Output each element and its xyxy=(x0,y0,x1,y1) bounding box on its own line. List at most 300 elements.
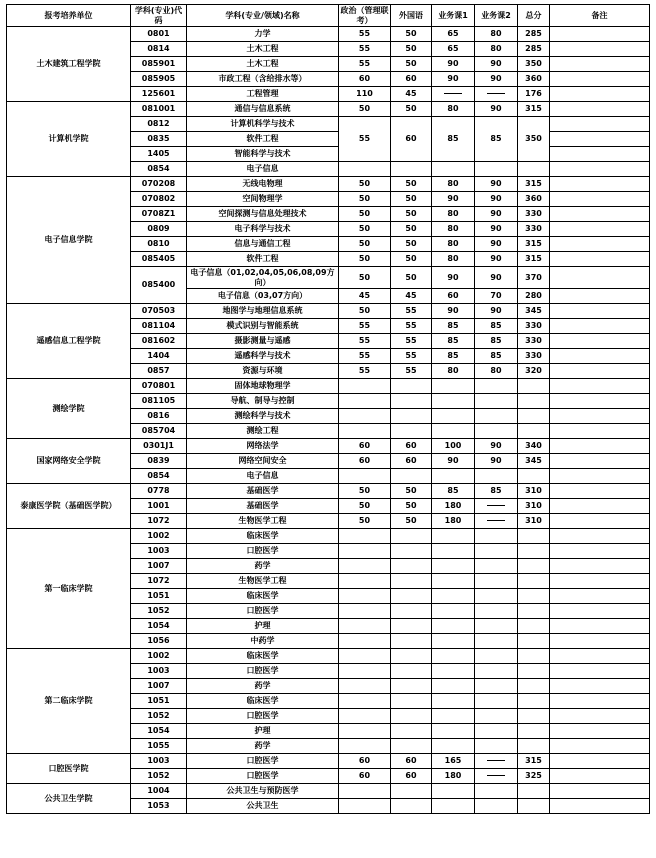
politics-score: 55 xyxy=(339,349,391,364)
politics-score: 110 xyxy=(339,87,391,102)
total-score xyxy=(518,409,550,424)
not-applicable-dash xyxy=(487,93,505,94)
course-1-score xyxy=(432,634,475,649)
course-1-score: 80 xyxy=(432,177,475,192)
foreign-language-score: 45 xyxy=(391,87,432,102)
course-2-score: 90 xyxy=(475,237,518,252)
subject-name: 口腔医学 xyxy=(187,709,339,724)
foreign-language-score xyxy=(391,694,432,709)
foreign-language-score xyxy=(391,799,432,814)
course-2-score: 90 xyxy=(475,439,518,454)
course-2-score xyxy=(475,769,518,784)
course-2-score: 80 xyxy=(475,42,518,57)
subject-name: 基础医学 xyxy=(187,499,339,514)
unit-name: 遥感信息工程学院 xyxy=(7,304,131,379)
subject-code: 1055 xyxy=(131,739,187,754)
foreign-language-score xyxy=(391,574,432,589)
remarks-cell xyxy=(550,222,650,237)
course-2-score: 90 xyxy=(475,72,518,87)
course-2-score: 90 xyxy=(475,57,518,72)
subject-code: 1072 xyxy=(131,514,187,529)
not-applicable-dash xyxy=(444,93,462,94)
foreign-language-score: 50 xyxy=(391,514,432,529)
remarks-cell xyxy=(550,334,650,349)
foreign-language-score: 55 xyxy=(391,304,432,319)
remarks-cell xyxy=(550,379,650,394)
total-score xyxy=(518,724,550,739)
total-score: 285 xyxy=(518,27,550,42)
subject-name: 临床医学 xyxy=(187,649,339,664)
remarks-cell xyxy=(550,604,650,619)
course-2-score xyxy=(475,739,518,754)
subject-code: 1404 xyxy=(131,349,187,364)
course-1-score: 90 xyxy=(432,192,475,207)
politics-score xyxy=(339,379,391,394)
politics-score xyxy=(339,679,391,694)
politics-score: 50 xyxy=(339,222,391,237)
course-1-score: 80 xyxy=(432,237,475,252)
subject-code: 085400 xyxy=(131,267,187,304)
subject-name: 软件工程 xyxy=(187,252,339,267)
foreign-language-score: 55 xyxy=(391,319,432,334)
course-1-score: 85 xyxy=(432,117,475,162)
course-2-score: 90 xyxy=(475,252,518,267)
subject-code: 0708Z1 xyxy=(131,207,187,222)
remarks-cell xyxy=(550,267,650,289)
remarks-cell xyxy=(550,72,650,87)
foreign-language-score xyxy=(391,739,432,754)
table-row xyxy=(7,784,650,799)
total-score xyxy=(518,589,550,604)
subject-code: 0854 xyxy=(131,162,187,177)
subject-code: 1003 xyxy=(131,664,187,679)
header-course-1: 业务课1 xyxy=(432,5,475,27)
total-score xyxy=(518,424,550,439)
politics-score: 50 xyxy=(339,499,391,514)
remarks-cell xyxy=(550,619,650,634)
table-row xyxy=(7,102,650,117)
course-2-score xyxy=(475,619,518,634)
total-score xyxy=(518,619,550,634)
politics-score xyxy=(339,469,391,484)
total-score xyxy=(518,679,550,694)
course-1-score: 90 xyxy=(432,304,475,319)
subject-code: 081105 xyxy=(131,394,187,409)
foreign-language-score xyxy=(391,529,432,544)
subject-code: 085405 xyxy=(131,252,187,267)
course-2-score: 80 xyxy=(475,364,518,379)
subject-name: 护理 xyxy=(187,619,339,634)
course-2-score xyxy=(475,544,518,559)
not-applicable-dash xyxy=(487,505,505,506)
remarks-cell xyxy=(550,42,650,57)
subject-name: 药学 xyxy=(187,559,339,574)
course-2-score xyxy=(475,664,518,679)
subject-name: 空间物理学 xyxy=(187,192,339,207)
foreign-language-score xyxy=(391,379,432,394)
course-2-score xyxy=(475,409,518,424)
course-2-score: 70 xyxy=(475,289,518,304)
subject-name: 固体地球物理学 xyxy=(187,379,339,394)
total-score: 325 xyxy=(518,769,550,784)
subject-code: 1003 xyxy=(131,544,187,559)
course-2-score xyxy=(475,679,518,694)
subject-code: 0814 xyxy=(131,42,187,57)
header-course-2: 业务课2 xyxy=(475,5,518,27)
foreign-language-score: 50 xyxy=(391,42,432,57)
course-1-score: 85 xyxy=(432,334,475,349)
foreign-language-score: 50 xyxy=(391,192,432,207)
foreign-language-score xyxy=(391,604,432,619)
remarks-cell xyxy=(550,724,650,739)
foreign-language-score: 60 xyxy=(391,117,432,162)
subject-code: 0810 xyxy=(131,237,187,252)
total-score: 330 xyxy=(518,349,550,364)
politics-score xyxy=(339,619,391,634)
subject-name: 通信与信息系统 xyxy=(187,102,339,117)
course-1-score: 80 xyxy=(432,222,475,237)
course-2-score xyxy=(475,799,518,814)
foreign-language-score: 50 xyxy=(391,222,432,237)
subject-code: 125601 xyxy=(131,87,187,102)
foreign-language-score xyxy=(391,409,432,424)
remarks-cell xyxy=(550,162,650,177)
politics-score xyxy=(339,574,391,589)
politics-score xyxy=(339,529,391,544)
subject-code: 0809 xyxy=(131,222,187,237)
subject-code: 1052 xyxy=(131,709,187,724)
subject-code: 1002 xyxy=(131,529,187,544)
total-score: 310 xyxy=(518,499,550,514)
total-score: 315 xyxy=(518,177,550,192)
total-score xyxy=(518,799,550,814)
subject-code: 1052 xyxy=(131,604,187,619)
total-score xyxy=(518,664,550,679)
table-row xyxy=(7,649,650,664)
course-2-score: 90 xyxy=(475,304,518,319)
course-2-score xyxy=(475,694,518,709)
course-1-score xyxy=(432,799,475,814)
politics-score xyxy=(339,739,391,754)
course-2-score xyxy=(475,514,518,529)
subject-code: 1072 xyxy=(131,574,187,589)
subject-code: 081104 xyxy=(131,319,187,334)
total-score: 360 xyxy=(518,72,550,87)
foreign-language-score: 50 xyxy=(391,237,432,252)
course-1-score: 65 xyxy=(432,42,475,57)
total-score xyxy=(518,649,550,664)
politics-score: 50 xyxy=(339,252,391,267)
subject-code: 081001 xyxy=(131,102,187,117)
total-score xyxy=(518,162,550,177)
remarks-cell xyxy=(550,207,650,222)
remarks-cell xyxy=(550,799,650,814)
course-1-score: 80 xyxy=(432,252,475,267)
course-1-score xyxy=(432,162,475,177)
politics-score: 55 xyxy=(339,334,391,349)
remarks-cell xyxy=(550,529,650,544)
not-applicable-dash xyxy=(487,520,505,521)
subject-name: 口腔医学 xyxy=(187,664,339,679)
foreign-language-score xyxy=(391,724,432,739)
remarks-cell xyxy=(550,469,650,484)
foreign-language-score xyxy=(391,649,432,664)
course-2-score xyxy=(475,424,518,439)
subject-name: 测绘科学与技术 xyxy=(187,409,339,424)
politics-score xyxy=(339,724,391,739)
course-1-score: 80 xyxy=(432,102,475,117)
subject-name: 市政工程（含给排水等） xyxy=(187,72,339,87)
foreign-language-score: 50 xyxy=(391,267,432,289)
course-2-score: 85 xyxy=(475,117,518,162)
total-score: 315 xyxy=(518,237,550,252)
remarks-cell xyxy=(550,589,650,604)
subject-code: 0835 xyxy=(131,132,187,147)
course-1-score: 85 xyxy=(432,349,475,364)
foreign-language-score: 60 xyxy=(391,439,432,454)
admission-score-table xyxy=(6,4,650,814)
course-1-score xyxy=(432,724,475,739)
foreign-language-score xyxy=(391,162,432,177)
course-1-score xyxy=(432,424,475,439)
subject-name: 护理 xyxy=(187,724,339,739)
subject-name: 力学 xyxy=(187,27,339,42)
table-row xyxy=(7,379,650,394)
foreign-language-score: 50 xyxy=(391,484,432,499)
course-2-score xyxy=(475,574,518,589)
header-subject: 学科(专业/领域)名称 xyxy=(187,5,339,27)
foreign-language-score xyxy=(391,679,432,694)
table-row xyxy=(7,754,650,769)
subject-code: 1002 xyxy=(131,649,187,664)
course-2-score xyxy=(475,754,518,769)
remarks-cell xyxy=(550,192,650,207)
politics-score xyxy=(339,604,391,619)
foreign-language-score: 45 xyxy=(391,289,432,304)
total-score: 330 xyxy=(518,319,550,334)
table-body xyxy=(7,27,650,814)
subject-code: 1056 xyxy=(131,634,187,649)
remarks-cell xyxy=(550,634,650,649)
total-score xyxy=(518,634,550,649)
course-2-score: 80 xyxy=(475,27,518,42)
politics-score xyxy=(339,559,391,574)
subject-code: 1051 xyxy=(131,589,187,604)
politics-score: 60 xyxy=(339,454,391,469)
course-2-score xyxy=(475,589,518,604)
subject-name: 临床医学 xyxy=(187,694,339,709)
total-score: 320 xyxy=(518,364,550,379)
remarks-cell xyxy=(550,117,650,132)
foreign-language-score: 60 xyxy=(391,454,432,469)
politics-score: 55 xyxy=(339,57,391,72)
politics-score: 60 xyxy=(339,769,391,784)
politics-score xyxy=(339,394,391,409)
course-1-score: 80 xyxy=(432,364,475,379)
remarks-cell xyxy=(550,454,650,469)
subject-code: 1052 xyxy=(131,769,187,784)
course-1-score: 180 xyxy=(432,499,475,514)
foreign-language-score: 50 xyxy=(391,177,432,192)
course-2-score xyxy=(475,379,518,394)
course-2-score xyxy=(475,394,518,409)
total-score: 285 xyxy=(518,42,550,57)
course-1-score xyxy=(432,529,475,544)
total-score: 310 xyxy=(518,514,550,529)
remarks-cell xyxy=(550,574,650,589)
subject-code: 070503 xyxy=(131,304,187,319)
course-2-score xyxy=(475,649,518,664)
total-score: 360 xyxy=(518,192,550,207)
subject-name: 模式识别与智能系统 xyxy=(187,319,339,334)
course-2-score: 90 xyxy=(475,102,518,117)
politics-score xyxy=(339,664,391,679)
subject-name: 药学 xyxy=(187,679,339,694)
total-score: 176 xyxy=(518,87,550,102)
subject-code: 1007 xyxy=(131,559,187,574)
politics-score: 55 xyxy=(339,319,391,334)
subject-name: 地图学与地理信息系统 xyxy=(187,304,339,319)
total-score xyxy=(518,709,550,724)
total-score: 330 xyxy=(518,207,550,222)
politics-score: 60 xyxy=(339,439,391,454)
course-1-score: 90 xyxy=(432,57,475,72)
subject-name: 生物医学工程 xyxy=(187,574,339,589)
remarks-cell xyxy=(550,252,650,267)
remarks-cell xyxy=(550,784,650,799)
subject-name: 电子信息（01,02,04,05,06,08,09方向） xyxy=(187,267,339,289)
foreign-language-score xyxy=(391,619,432,634)
politics-score: 50 xyxy=(339,102,391,117)
subject-code: 1001 xyxy=(131,499,187,514)
remarks-cell xyxy=(550,664,650,679)
politics-score: 55 xyxy=(339,27,391,42)
unit-name: 电子信息学院 xyxy=(7,177,131,304)
total-score xyxy=(518,544,550,559)
subject-name: 口腔医学 xyxy=(187,754,339,769)
politics-score: 50 xyxy=(339,207,391,222)
total-score xyxy=(518,469,550,484)
course-1-score xyxy=(432,649,475,664)
course-1-score xyxy=(432,394,475,409)
subject-name: 空间探测与信息处理技术 xyxy=(187,207,339,222)
remarks-cell xyxy=(550,364,650,379)
subject-name: 土木工程 xyxy=(187,42,339,57)
foreign-language-score: 55 xyxy=(391,364,432,379)
foreign-language-score xyxy=(391,544,432,559)
header-unit: 报考培养单位 xyxy=(7,5,131,27)
subject-name: 摄影测量与遥感 xyxy=(187,334,339,349)
foreign-language-score: 60 xyxy=(391,72,432,87)
remarks-cell xyxy=(550,769,650,784)
foreign-language-score: 50 xyxy=(391,102,432,117)
subject-name: 工程管理 xyxy=(187,87,339,102)
subject-name: 无线电物理 xyxy=(187,177,339,192)
course-1-score: 180 xyxy=(432,514,475,529)
total-score xyxy=(518,394,550,409)
remarks-cell xyxy=(550,87,650,102)
course-2-score xyxy=(475,559,518,574)
subject-name: 公共卫生 xyxy=(187,799,339,814)
total-score: 330 xyxy=(518,334,550,349)
subject-code: 070208 xyxy=(131,177,187,192)
foreign-language-score: 55 xyxy=(391,349,432,364)
subject-code: 0854 xyxy=(131,469,187,484)
total-score: 280 xyxy=(518,289,550,304)
remarks-cell xyxy=(550,319,650,334)
remarks-cell xyxy=(550,424,650,439)
remarks-cell xyxy=(550,739,650,754)
header-code: 学科(专业)代码 xyxy=(131,5,187,27)
table-row xyxy=(7,27,650,42)
total-score xyxy=(518,604,550,619)
remarks-cell xyxy=(550,544,650,559)
subject-code: 0778 xyxy=(131,484,187,499)
course-2-score: 85 xyxy=(475,319,518,334)
politics-score: 60 xyxy=(339,754,391,769)
remarks-cell xyxy=(550,514,650,529)
subject-name: 电子信息（03,07方向） xyxy=(187,289,339,304)
subject-code: 0857 xyxy=(131,364,187,379)
total-score: 330 xyxy=(518,222,550,237)
politics-score: 55 xyxy=(339,364,391,379)
course-1-score: 85 xyxy=(432,319,475,334)
course-1-score xyxy=(432,559,475,574)
course-1-score xyxy=(432,87,475,102)
course-1-score xyxy=(432,664,475,679)
foreign-language-score xyxy=(391,469,432,484)
politics-score xyxy=(339,709,391,724)
course-1-score: 100 xyxy=(432,439,475,454)
remarks-cell xyxy=(550,709,650,724)
unit-name: 第二临床学院 xyxy=(7,649,131,754)
course-1-score xyxy=(432,619,475,634)
subject-code: 0812 xyxy=(131,117,187,132)
politics-score: 50 xyxy=(339,177,391,192)
total-score: 310 xyxy=(518,484,550,499)
course-1-score: 165 xyxy=(432,754,475,769)
course-1-score xyxy=(432,589,475,604)
remarks-cell xyxy=(550,237,650,252)
subject-name: 计算机科学与技术 xyxy=(187,117,339,132)
politics-score: 50 xyxy=(339,304,391,319)
foreign-language-score: 50 xyxy=(391,252,432,267)
remarks-cell xyxy=(550,102,650,117)
politics-score xyxy=(339,424,391,439)
remarks-cell xyxy=(550,27,650,42)
total-score xyxy=(518,784,550,799)
foreign-language-score xyxy=(391,589,432,604)
course-1-score xyxy=(432,739,475,754)
course-2-score: 90 xyxy=(475,207,518,222)
not-applicable-dash xyxy=(487,775,505,776)
subject-name: 基础医学 xyxy=(187,484,339,499)
total-score: 370 xyxy=(518,267,550,289)
foreign-language-score xyxy=(391,424,432,439)
subject-name: 测绘工程 xyxy=(187,424,339,439)
politics-score: 55 xyxy=(339,42,391,57)
foreign-language-score: 55 xyxy=(391,334,432,349)
remarks-cell xyxy=(550,439,650,454)
foreign-language-score xyxy=(391,559,432,574)
course-2-score xyxy=(475,499,518,514)
politics-score: 50 xyxy=(339,267,391,289)
subject-code: 0301J1 xyxy=(131,439,187,454)
total-score: 315 xyxy=(518,252,550,267)
subject-name: 临床医学 xyxy=(187,589,339,604)
subject-name: 软件工程 xyxy=(187,132,339,147)
course-1-score xyxy=(432,784,475,799)
